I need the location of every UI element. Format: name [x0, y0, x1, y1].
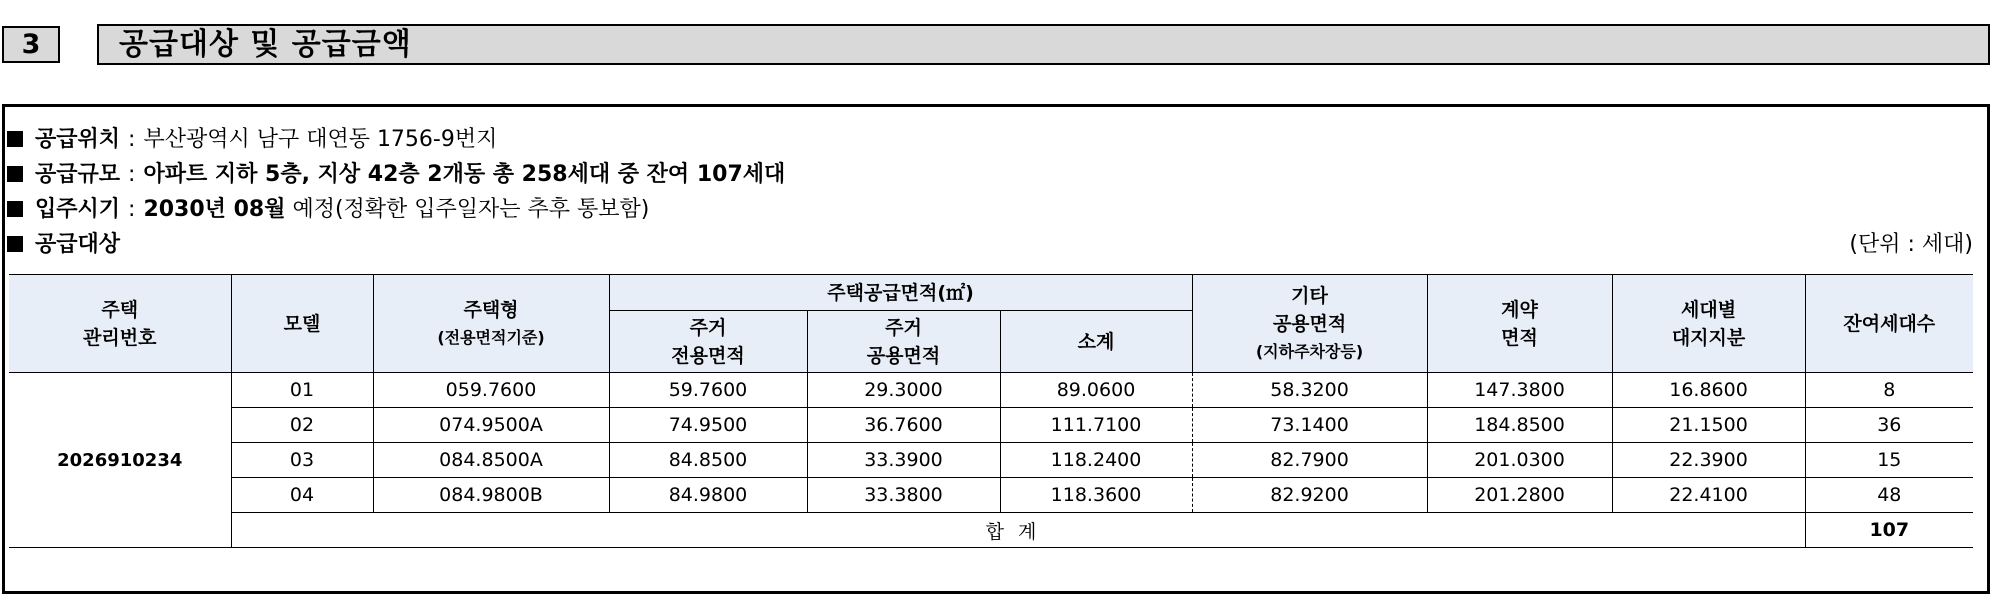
- cell-subtotal: 118.3600: [1000, 478, 1192, 513]
- table-row: [9, 443, 1973, 478]
- header-common: [807, 311, 1000, 373]
- bullet-square-icon: [7, 236, 23, 252]
- cell-type: 059.7600: [373, 373, 609, 408]
- table-row: [9, 408, 1973, 443]
- cell-model: 02: [231, 408, 373, 443]
- bullet-square-icon: [7, 131, 23, 147]
- management-number: 2026910234: [9, 373, 231, 548]
- total-row: [9, 513, 1973, 548]
- movein-value-bold: 2030년 08월: [143, 197, 286, 222]
- cell-contract: 147.3800: [1427, 373, 1612, 408]
- total-value: 107: [1805, 513, 1973, 548]
- cell-model: 01: [231, 373, 373, 408]
- cell-remaining: 36: [1805, 408, 1973, 443]
- section-title: 공급대상 및 공급금액: [97, 24, 1990, 65]
- cell-other-common: 82.7900: [1192, 443, 1427, 478]
- total-label-text: 합계: [985, 520, 1051, 543]
- header-other-common-sub: (지하주차장등): [1255, 341, 1364, 361]
- header-other-common: [1192, 275, 1427, 373]
- info-target: [7, 230, 120, 260]
- header-mgmt-no: [9, 275, 231, 373]
- supply-table: [9, 274, 1973, 548]
- separator: :: [128, 162, 136, 187]
- cell-type: 074.9500A: [373, 408, 609, 443]
- cell-contract: 201.0300: [1427, 443, 1612, 478]
- header-remaining: 잔여세대수: [1805, 275, 1973, 373]
- unit-label: (단위 : 세대): [1849, 232, 1973, 257]
- bullet-square-icon: [7, 201, 23, 217]
- header-type: [373, 275, 609, 373]
- scale-value: 아파트 지하 5층, 지상 42층 2개동 총 258세대 중 잔여 107세대: [143, 162, 786, 187]
- header-contract-text: 계약 면적: [1501, 298, 1538, 349]
- info-scale: [7, 160, 785, 190]
- cell-other-common: 73.1400: [1192, 408, 1427, 443]
- header-land: [1612, 275, 1805, 373]
- cell-land: 21.1500: [1612, 408, 1805, 443]
- header-land-text: 세대별 대지지분: [1671, 298, 1746, 349]
- cell-remaining: 48: [1805, 478, 1973, 513]
- location-label: 공급위치: [35, 127, 121, 152]
- header-subtotal: 소계: [1000, 311, 1192, 373]
- cell-remaining: 15: [1805, 443, 1973, 478]
- header-exclusive-text: 주거 전용면적: [671, 316, 745, 367]
- header-contract: [1427, 275, 1612, 373]
- header-other-common-text: 기타 공용면적: [1272, 284, 1347, 335]
- info-location: [7, 125, 497, 155]
- cell-subtotal: 89.0600: [1000, 373, 1192, 408]
- movein-value-rest: 예정(정확한 입주일자는 추후 통보함): [292, 197, 650, 222]
- cell-exclusive: 84.9800: [609, 478, 807, 513]
- cell-remaining: 8: [1805, 373, 1973, 408]
- table-row: [9, 373, 1973, 408]
- movein-label: 입주시기: [35, 197, 121, 222]
- cell-land: 22.3900: [1612, 443, 1805, 478]
- cell-common: 29.3000: [807, 373, 1000, 408]
- cell-land: 22.4100: [1612, 478, 1805, 513]
- info-movein: [7, 195, 649, 225]
- cell-common: 33.3800: [807, 478, 1000, 513]
- header-type-text: 주택형: [463, 298, 519, 321]
- separator: :: [128, 197, 136, 222]
- cell-model: 03: [231, 443, 373, 478]
- header-model: 모델: [231, 275, 373, 373]
- bullet-square-icon: [7, 166, 23, 182]
- cell-common: 36.7600: [807, 408, 1000, 443]
- cell-type: 084.9800B: [373, 478, 609, 513]
- cell-exclusive: 84.8500: [609, 443, 807, 478]
- target-label: 공급대상: [35, 232, 121, 257]
- header-common-text: 주거 공용면적: [866, 316, 941, 367]
- cell-exclusive: 74.9500: [609, 408, 807, 443]
- header-area-group: 주택공급면적(㎡): [609, 275, 1192, 311]
- cell-land: 16.8600: [1612, 373, 1805, 408]
- location-value: 부산광역시 남구 대연동 1756-9번지: [143, 127, 498, 152]
- table-row: [9, 478, 1973, 513]
- cell-subtotal: 118.2400: [1000, 443, 1192, 478]
- section-number: 3: [2, 26, 60, 63]
- cell-subtotal: 111.7100: [1000, 408, 1192, 443]
- separator: :: [128, 127, 136, 152]
- scale-label: 공급규모: [35, 162, 121, 187]
- cell-contract: 184.8500: [1427, 408, 1612, 443]
- cell-common: 33.3900: [807, 443, 1000, 478]
- cell-type: 084.8500A: [373, 443, 609, 478]
- cell-model: 04: [231, 478, 373, 513]
- header-type-sub: (전용면적기준): [437, 327, 545, 347]
- cell-exclusive: 59.7600: [609, 373, 807, 408]
- header-mgmt-no-text: 주택 관리번호: [83, 298, 157, 349]
- total-label: [231, 513, 1805, 548]
- cell-other-common: 82.9200: [1192, 478, 1427, 513]
- cell-other-common: 58.3200: [1192, 373, 1427, 408]
- cell-contract: 201.2800: [1427, 478, 1612, 513]
- header-exclusive: [609, 311, 807, 373]
